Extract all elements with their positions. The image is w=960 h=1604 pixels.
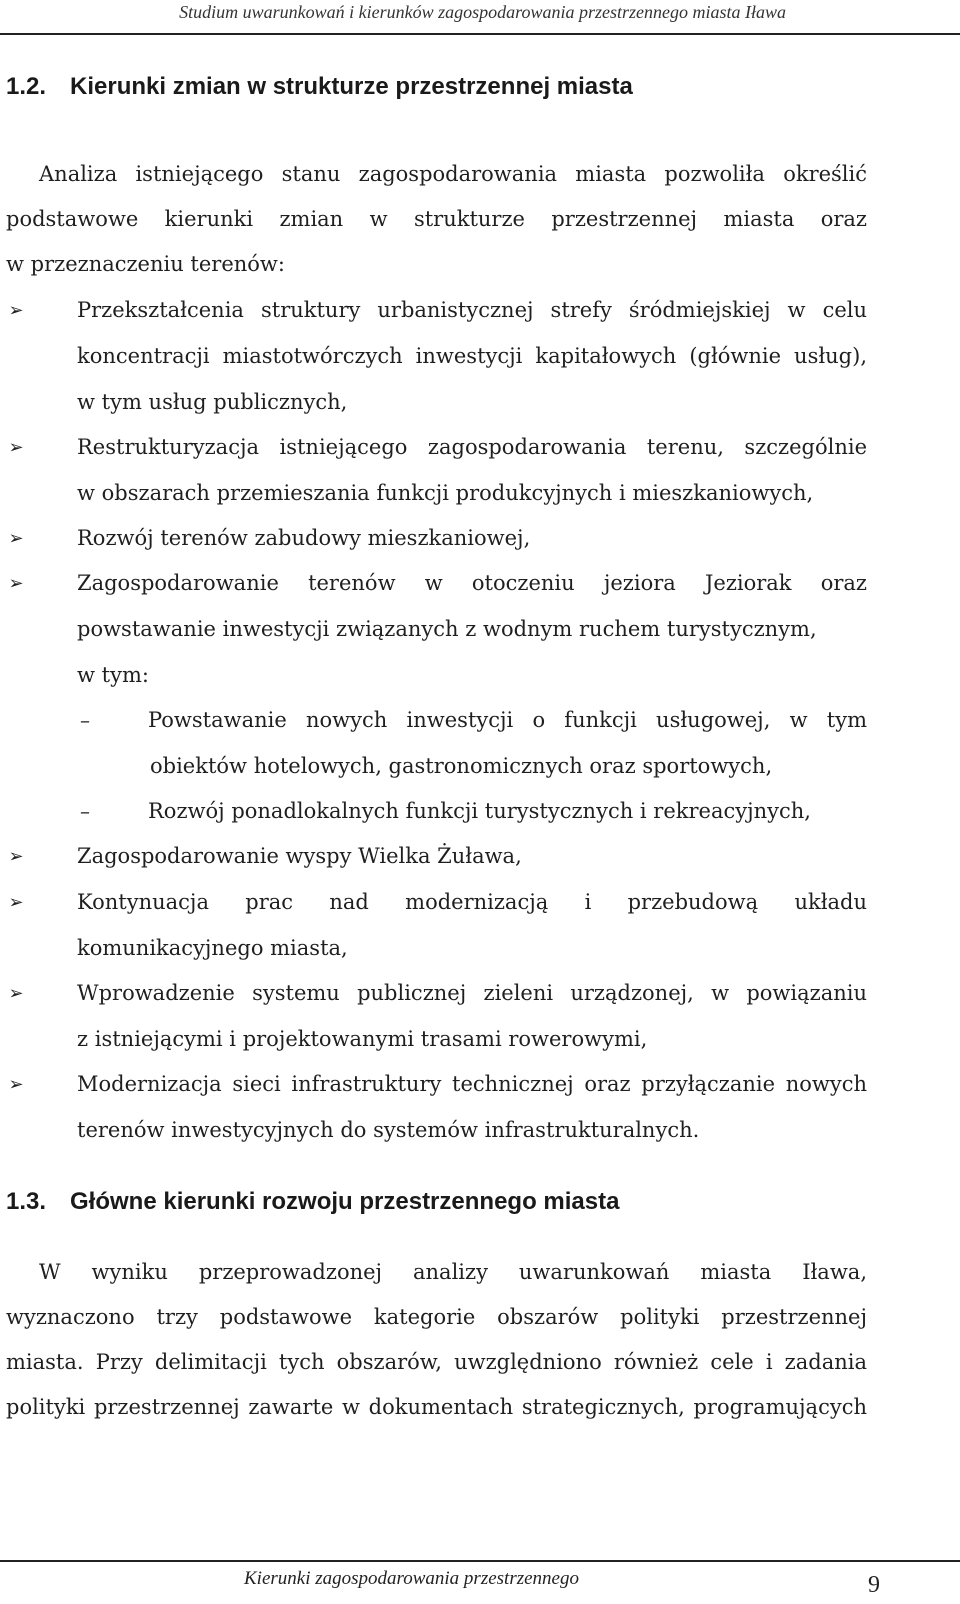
arrowhead-bullet-icon: ➢ — [8, 983, 24, 1004]
bullet-7-line-1: Wprowadzenie systemu publicznej zieleni urządzonej, w powiązaniu — [77, 981, 867, 1005]
paragraph-line-2: wyznaczono trzy podstawowe kategorie obszarów polityki przestrzennej — [6, 1305, 867, 1329]
section-heading-1-3 — [6, 1188, 619, 1216]
sub-item-2-line-1: Rozwój ponadlokalnych funkcji turystycznych i rekreacyjnych, — [148, 799, 811, 823]
bullet-1-line-3: w tym usług publicznych, — [77, 390, 348, 414]
bullet-4-line-1: Zagospodarowanie terenów w otoczeniu jeziora Jeziorak oraz — [77, 571, 867, 595]
paragraph-line-1: W wyniku przeprowadzonej analizy uwarunkowań miasta Iława, — [39, 1260, 867, 1284]
header-rule — [0, 33, 960, 35]
page-number: 9 — [868, 1572, 880, 1598]
intro-line-1: Analiza istniejącego stanu zagospodarowania miasta pozwoliła określić — [39, 162, 867, 186]
paragraph-line-3: miasta. Przy delimitacji tych obszarów, uwzględniono również cele i zadania — [6, 1350, 867, 1374]
intro-line-3: w przeznaczeniu terenów: — [6, 252, 285, 276]
sub-item-1-line-2: obiektów hotelowych, gastronomicznych oraz sportowych, — [150, 754, 773, 778]
arrowhead-bullet-icon: ➢ — [8, 1074, 24, 1095]
bullet-8-line-2: terenów inwestycyjnych do systemów infrastrukturalnych. — [77, 1118, 700, 1142]
bullet-6-line-2: komunikacyjnego miasta, — [77, 936, 348, 960]
section-number: 1.2. — [6, 73, 47, 100]
paragraph-line-4: polityki przestrzennej zawarte w dokumentach strategicznych, programujących — [6, 1395, 867, 1419]
running-header — [0, 0, 960, 36]
bullet-4-line-3: w tym: — [77, 663, 149, 687]
section-heading-1-2 — [6, 73, 633, 101]
arrowhead-bullet-icon: ➢ — [8, 892, 24, 913]
arrowhead-bullet-icon: ➢ — [8, 300, 24, 321]
sub-item-1-line-1: Powstawanie nowych inwestycji o funkcji usługowej, w tym — [148, 708, 867, 732]
arrowhead-bullet-icon: ➢ — [8, 846, 24, 867]
arrowhead-bullet-icon: ➢ — [8, 528, 24, 549]
section-number: 1.3. — [6, 1188, 47, 1215]
bullet-2-line-2: w obszarach przemieszania funkcji produkcyjnych i mieszkaniowych, — [77, 481, 814, 505]
page-footer — [0, 1560, 960, 1604]
footer-text: Kierunki zagospodarowania przestrzennego — [244, 1568, 579, 1589]
bullet-1-line-2: koncentracji miastotwórczych inwestycji kapitałowych (głównie usług), — [77, 344, 867, 368]
arrowhead-bullet-icon: ➢ — [8, 437, 24, 458]
intro-line-2: podstawowe kierunki zmian w strukturze przestrzennej miasta oraz — [6, 207, 867, 231]
footer-rule — [0, 1560, 960, 1562]
dash-bullet: – — [80, 708, 90, 732]
section-title: Kierunki zmian w strukturze przestrzennej miasta — [70, 73, 633, 100]
bullet-3-line-1: Rozwój terenów zabudowy mieszkaniowej, — [77, 526, 531, 550]
bullet-2-line-1: Restrukturyzacja istniejącego zagospodarowania terenu, szczególnie — [77, 435, 867, 459]
bullet-1-line-1: Przekształcenia struktury urbanistycznej strefy śródmiejskiej w celu — [77, 298, 867, 322]
running-header-title: Studium uwarunkowań i kierunków zagospodarowania przestrzennego miasta Iława — [179, 2, 786, 22]
arrowhead-bullet-icon: ➢ — [8, 573, 24, 594]
bullet-4-line-2: powstawanie inwestycji związanych z wodnym ruchem turystycznym, — [77, 617, 817, 641]
dash-bullet: – — [80, 799, 90, 823]
bullet-8-line-1: Modernizacja sieci infrastruktury technicznej oraz przyłączanie nowych — [77, 1072, 867, 1096]
bullet-6-line-1: Kontynuacja prac nad modernizacją i przebudową układu — [77, 890, 867, 914]
bullet-5-line-1: Zagospodarowanie wyspy Wielka Żuława, — [77, 844, 522, 868]
bullet-7-line-2: z istniejącymi i projektowanymi trasami rowerowymi, — [77, 1027, 648, 1051]
section-title: Główne kierunki rozwoju przestrzennego miasta — [70, 1188, 620, 1215]
